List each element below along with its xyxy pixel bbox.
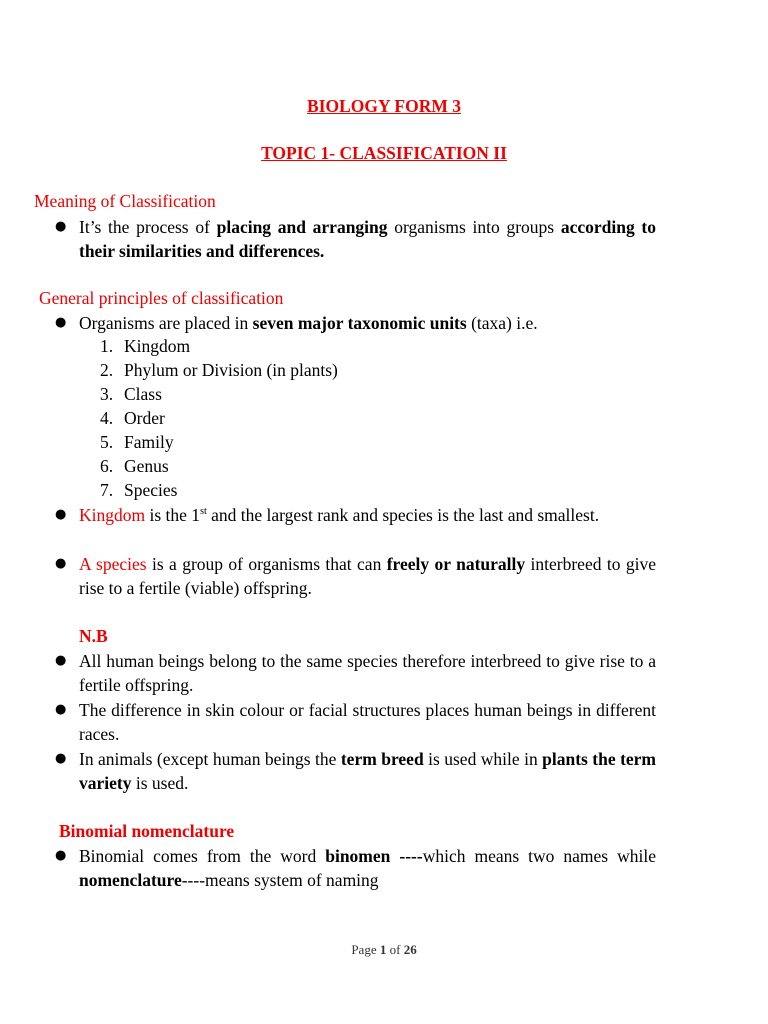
topic-title: TOPIC 1- CLASSIFICATION II <box>261 143 507 163</box>
bullet-item <box>55 844 656 892</box>
bullet-text: All human beings belong to the same species therefore interbreed to give rise to a fertile offspring. <box>79 651 656 695</box>
bullet-text: Organisms are placed in seven major taxonomic units (taxa) i.e. <box>79 313 538 333</box>
list-item: 6. Genus <box>100 456 169 476</box>
bullet-item <box>55 698 656 746</box>
list-item: 2. Phylum or Division (in plants) <box>100 360 338 380</box>
bullet-item <box>55 215 656 263</box>
bullet-icon: ● <box>55 702 67 717</box>
bullet-icon: ● <box>55 556 67 571</box>
bullet-icon: ● <box>55 848 67 863</box>
list-item: 7. Species <box>100 480 178 500</box>
taxonomic-ranks-list <box>100 334 338 502</box>
bullet-text: A species is a group of organisms that can freely or naturally interbreed to give rise to a fertile (viable) offspring. <box>79 554 656 598</box>
bullet-text: Binomial comes from the word binomen ----which means two names while nomenclature----means system of naming <box>79 846 656 890</box>
list-item: 1. Kingdom <box>100 336 191 356</box>
page-number: Page 1 of 26 <box>351 942 417 957</box>
bullet-text: It’s the process of placing and arranging organisms into groups according to their similarities and differences. <box>79 217 656 261</box>
bullet-icon: ● <box>55 315 67 330</box>
list-item: 5. Family <box>100 432 174 452</box>
bullet-icon: ● <box>55 653 67 668</box>
bullet-text: The difference in skin colour or facial structures places human beings in different races. <box>79 700 656 744</box>
list-item: 3. Class <box>100 384 162 404</box>
bullet-item <box>55 747 656 795</box>
section-heading-binomial: Binomial nomenclature <box>59 821 235 841</box>
section-heading-nb: N.B <box>79 626 108 646</box>
bullet-item <box>55 311 656 335</box>
section-heading-principles: General principles of classification <box>39 288 284 308</box>
bullet-icon: ● <box>55 219 67 234</box>
bullet-text: In animals (except human beings the term breed is used while in plants the term variety is used. <box>79 749 657 793</box>
bullet-text: Kingdom is the 1st and the largest rank and species is the last and smallest. <box>79 505 600 525</box>
bullet-item <box>55 649 656 697</box>
bullet-item <box>55 552 656 600</box>
document-title: BIOLOGY FORM 3 <box>307 96 461 116</box>
list-item: 4. Order <box>100 408 165 428</box>
bullet-icon: ● <box>55 507 67 522</box>
section-heading-meaning: Meaning of Classification <box>34 191 216 211</box>
bullet-icon: ● <box>55 751 67 766</box>
bullet-item <box>55 503 656 527</box>
